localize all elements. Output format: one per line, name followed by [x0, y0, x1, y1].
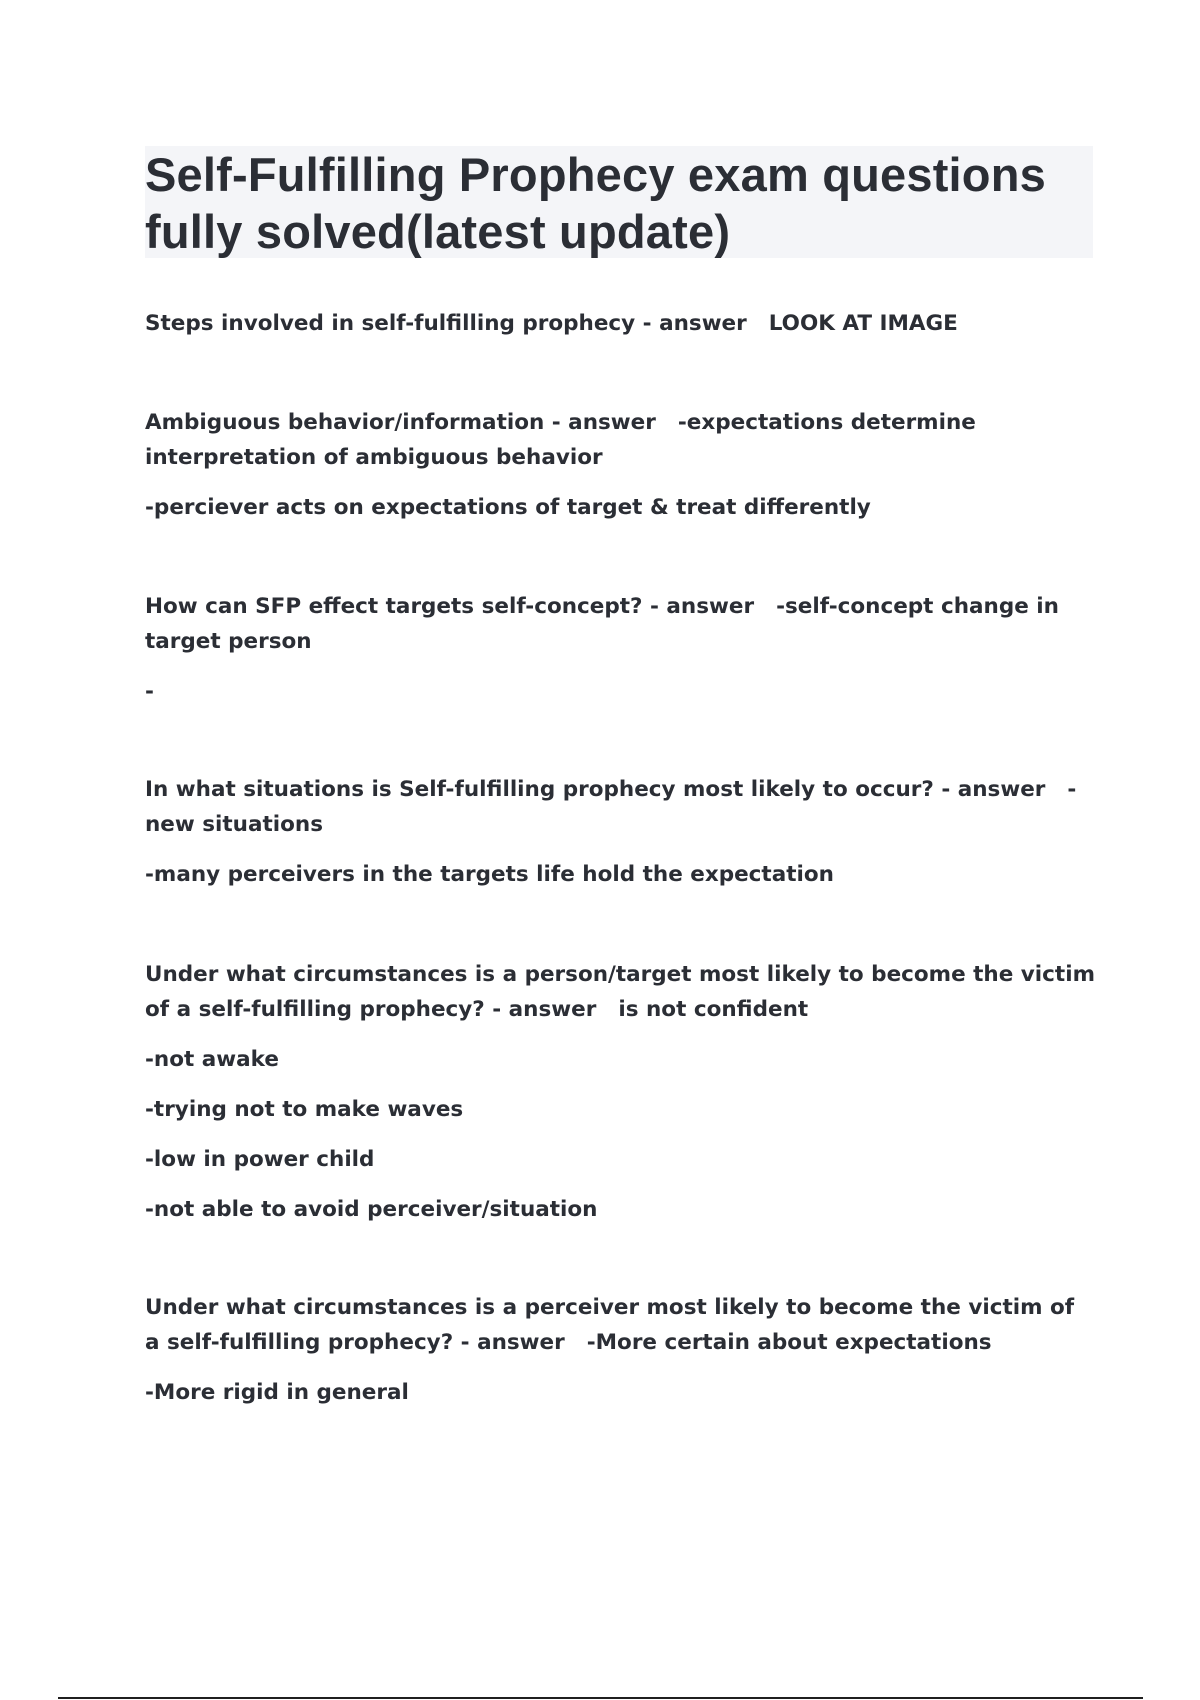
qa-item	[145, 405, 1095, 525]
qa-answer-extra: -low in power child	[145, 1147, 375, 1172]
qa-answer: -expectations determine interpretation of ambiguous behavior	[145, 410, 976, 470]
qa-answer-extra: -not able to avoid perceiver/situation	[145, 1197, 598, 1222]
qa-answer: -self-concept change in target person	[145, 594, 1059, 654]
footer-divider	[58, 1697, 1143, 1699]
qa-answer-extra: -perciever acts on expectations of target & treat differently	[145, 495, 871, 520]
qa-question-line	[145, 405, 1095, 475]
page-title: Self-Fulfilling Prophecy exam questions fully solved(latest update)	[145, 148, 1046, 258]
qa-question: Under what circumstances is a person/target most likely to become the victim of a self-fulfilling prophecy? - answer	[145, 962, 1095, 1022]
qa-question: In what situations is Self-fulfilling prophecy most likely to occur? - answer	[145, 777, 1046, 802]
qa-item	[145, 772, 1095, 892]
qa-question: Steps involved in self-fulfilling prophecy - answer	[145, 311, 747, 336]
qa-answer: -new situations	[145, 777, 1077, 837]
qa-item	[145, 306, 1095, 341]
qa-question-line	[145, 306, 1095, 341]
qa-question-line	[145, 772, 1095, 842]
qa-question: Ambiguous behavior/information - answer	[145, 410, 656, 435]
qa-answer-extra: -not awake	[145, 1047, 279, 1072]
qa-answer-extra: -More rigid in general	[145, 1380, 409, 1405]
qa-question: How can SFP effect targets self-concept? - answer	[145, 594, 755, 619]
qa-answer-extra: -trying not to make waves	[145, 1097, 464, 1122]
qa-item	[145, 1290, 1095, 1410]
qa-item	[145, 957, 1095, 1227]
qa-question-line	[145, 589, 1095, 659]
qa-answer-extra: -many perceivers in the targets life hold the expectation	[145, 862, 834, 887]
qa-question-line	[145, 1290, 1095, 1360]
title-banner	[145, 146, 1093, 258]
qa-question: Under what circumstances is a perceiver most likely to become the victim of a self-fulfilling prophecy? - answer	[145, 1295, 1075, 1355]
qa-answer: LOOK AT IMAGE	[768, 311, 958, 336]
qa-answer: -More certain about expectations	[586, 1330, 992, 1355]
qa-question-line	[145, 957, 1095, 1027]
qa-answer: is not confident	[618, 997, 809, 1022]
qa-item	[145, 589, 1095, 709]
qa-answer-extra: -	[145, 679, 154, 704]
